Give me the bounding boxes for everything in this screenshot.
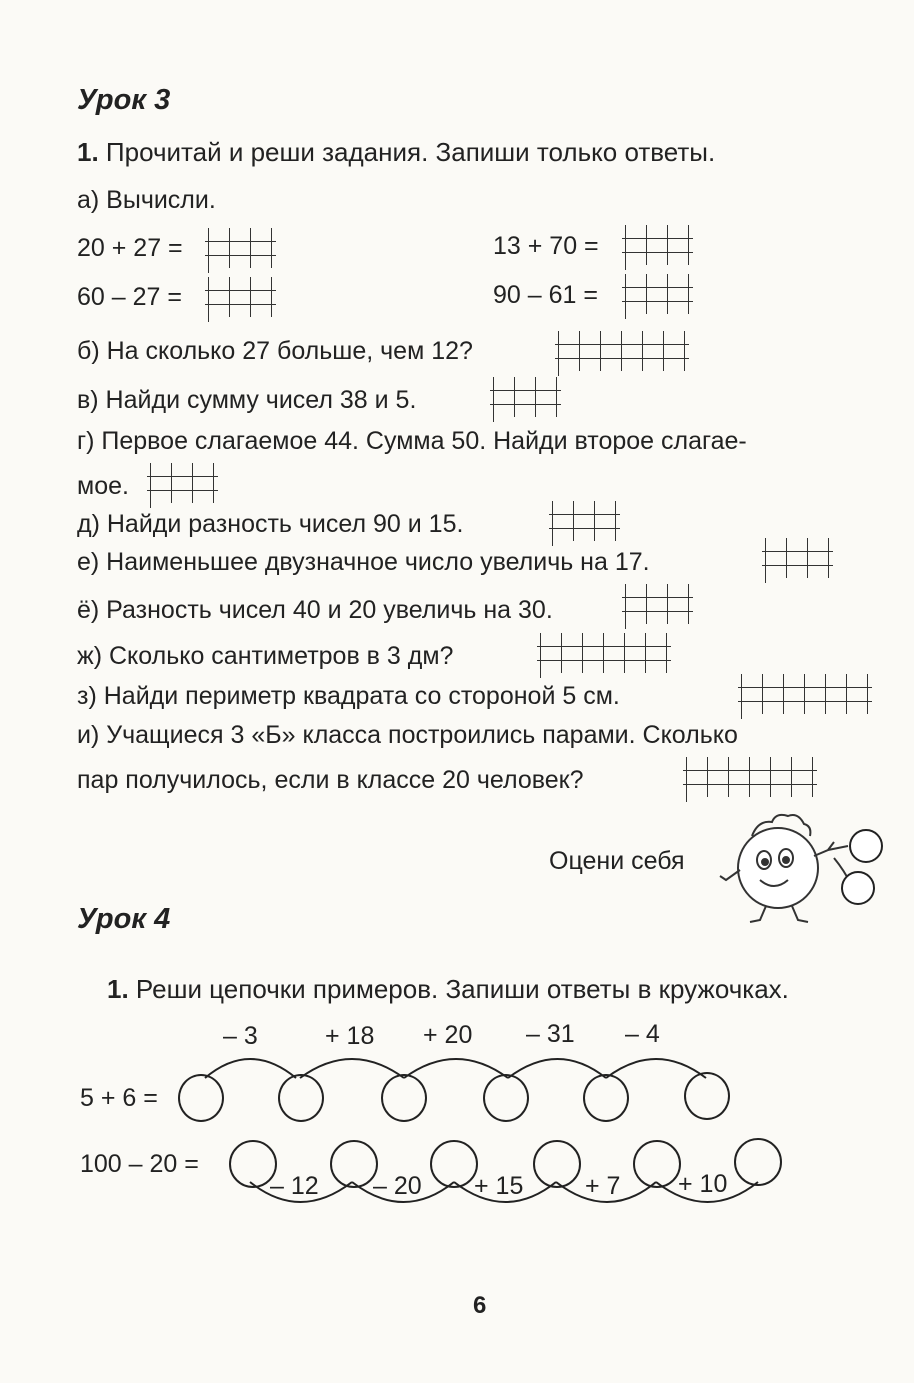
answer-grid[interactable] bbox=[625, 274, 689, 319]
task-text: Реши цепочки примеров. Запиши ответы в кружочках. bbox=[135, 974, 789, 1004]
answer-grid[interactable] bbox=[208, 228, 272, 273]
part-i-line-1: и) Учащиеся 3 «Б» класса построились парами. Сколько bbox=[77, 721, 738, 749]
lesson-4-title: Урок 4 bbox=[77, 903, 171, 935]
expression-3: 60 – 27 = bbox=[77, 283, 182, 311]
chain-1-op-4: – 31 bbox=[526, 1020, 575, 1048]
answer-circle[interactable] bbox=[633, 1140, 681, 1188]
arc bbox=[404, 1059, 508, 1078]
arc bbox=[300, 1059, 404, 1078]
answer-grid[interactable] bbox=[493, 377, 557, 422]
part-v: в) Найди сумму чисел 38 и 5. bbox=[77, 386, 417, 414]
assessment-circle-1 bbox=[850, 830, 882, 862]
chain-2-start: 100 – 20 = bbox=[80, 1150, 199, 1178]
self-assess-label: Оцени себя bbox=[549, 847, 685, 875]
answer-circle[interactable] bbox=[178, 1074, 224, 1122]
page-number: 6 bbox=[473, 1292, 487, 1319]
part-yo: ё) Разность чисел 40 и 20 увеличь на 30. bbox=[77, 596, 553, 624]
answer-grid[interactable] bbox=[150, 463, 214, 508]
answer-circle[interactable] bbox=[583, 1074, 629, 1122]
lesson-4-task-1 bbox=[107, 974, 789, 1005]
answer-circle[interactable] bbox=[684, 1072, 730, 1120]
answer-circle[interactable] bbox=[483, 1074, 529, 1122]
answer-circle[interactable] bbox=[278, 1074, 324, 1122]
chain-1-start: 5 + 6 = bbox=[80, 1084, 158, 1112]
part-d: д) Найди разность чисел 90 и 15. bbox=[77, 510, 464, 538]
chain-1-op-3: + 20 bbox=[423, 1021, 473, 1049]
lesson-3-task-1 bbox=[77, 137, 715, 168]
arc bbox=[508, 1059, 606, 1078]
answer-grid[interactable] bbox=[540, 633, 667, 678]
part-b: б) На сколько 27 больше, чем 12? bbox=[77, 337, 473, 365]
chain-2-op-3: + 15 bbox=[474, 1172, 524, 1200]
expression-2: 13 + 70 = bbox=[493, 232, 599, 260]
arc bbox=[205, 1059, 296, 1078]
chain-1-op-5: – 4 bbox=[625, 1020, 660, 1048]
part-z: з) Найди периметр квадрата со стороной 5 см. bbox=[77, 682, 620, 710]
chain-1-op-2: + 18 bbox=[325, 1022, 375, 1050]
assessment-circles bbox=[842, 830, 882, 904]
part-a-label: а) Вычисли. bbox=[77, 186, 216, 214]
part-zh: ж) Сколько сантиметров в 3 дм? bbox=[77, 642, 454, 670]
answer-circle[interactable] bbox=[330, 1140, 378, 1188]
answer-grid[interactable] bbox=[625, 584, 689, 629]
part-e: е) Наименьшее двузначное число увеличь на 17. bbox=[77, 548, 650, 576]
part-g-line-2: мое. bbox=[77, 472, 129, 500]
answer-grid[interactable] bbox=[741, 674, 868, 719]
arc bbox=[606, 1059, 706, 1078]
answer-circle[interactable] bbox=[381, 1074, 427, 1122]
lesson-3-title: Урок 3 bbox=[77, 84, 171, 116]
task-number: 1. bbox=[107, 974, 129, 1004]
part-g-line-1: г) Первое слагаемое 44. Сумма 50. Найди второе слагае- bbox=[77, 427, 747, 455]
task-text: Прочитай и реши задания. Запиши только ответы. bbox=[105, 137, 716, 167]
part-i-line-2: пар получилось, если в классе 20 человек? bbox=[77, 766, 584, 794]
task-number: 1. bbox=[77, 137, 99, 167]
assessment-circle-2 bbox=[842, 872, 874, 904]
chain-2-op-1: – 12 bbox=[270, 1172, 319, 1200]
answer-grid[interactable] bbox=[208, 277, 272, 322]
expression-4: 90 – 61 = bbox=[493, 281, 598, 309]
answer-grid[interactable] bbox=[625, 225, 689, 270]
answer-grid[interactable] bbox=[558, 331, 685, 376]
chain-2-op-4: + 7 bbox=[585, 1172, 621, 1200]
chain-2-op-2: – 20 bbox=[373, 1172, 422, 1200]
answer-circle[interactable] bbox=[734, 1138, 782, 1186]
chain-1-op-1: – 3 bbox=[223, 1022, 258, 1050]
answer-grid[interactable] bbox=[552, 501, 616, 546]
answer-grid[interactable] bbox=[765, 538, 829, 583]
chain-2-op-5: + 10 bbox=[678, 1170, 728, 1198]
answer-circle[interactable] bbox=[533, 1140, 581, 1188]
answer-circle[interactable] bbox=[430, 1140, 478, 1188]
expression-1: 20 + 27 = bbox=[77, 234, 183, 262]
answer-grid[interactable] bbox=[686, 757, 813, 802]
